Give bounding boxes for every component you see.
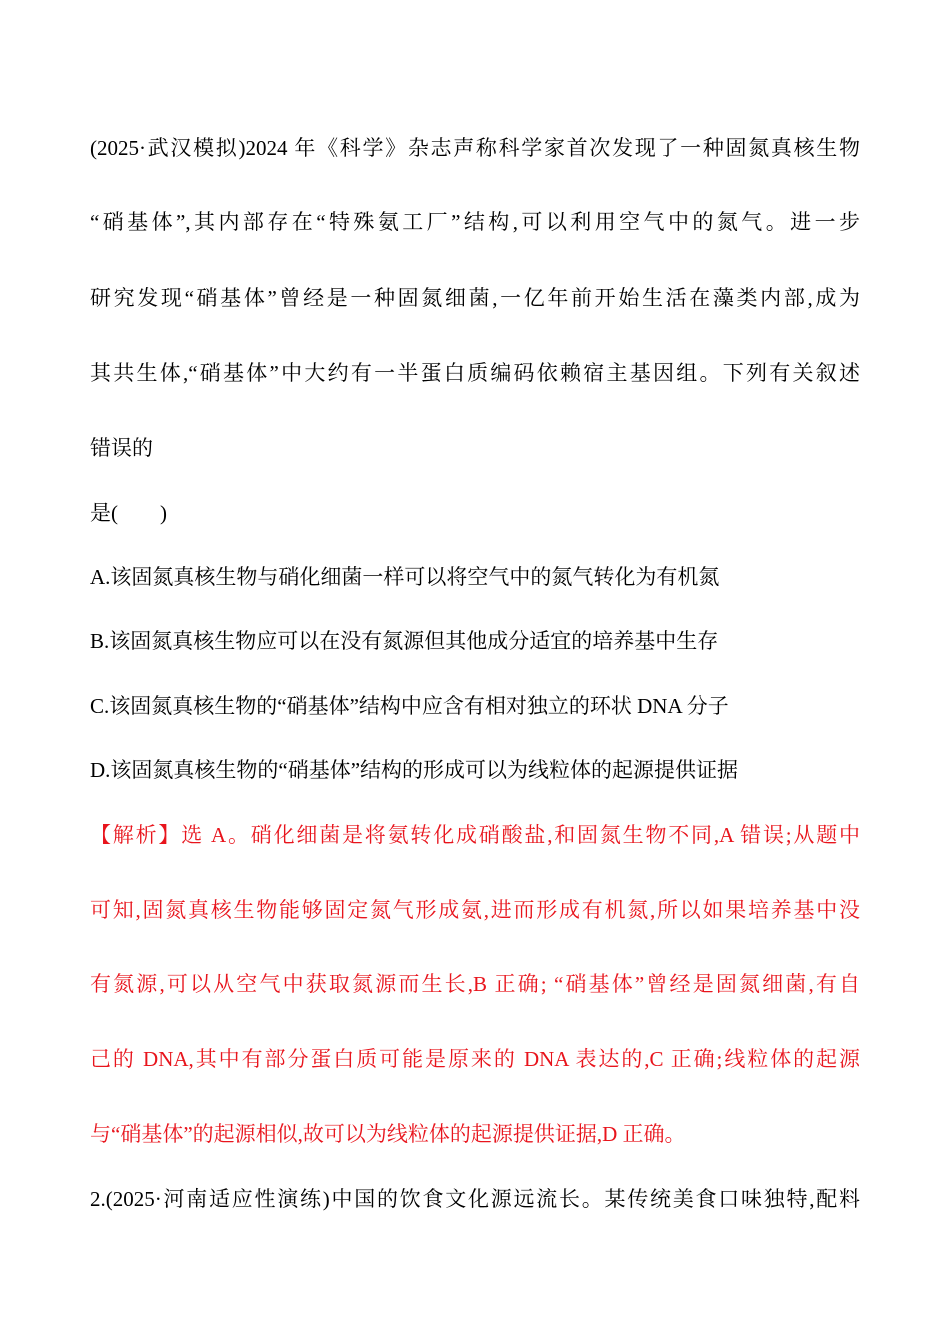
question-stem-line-2: “硝基体”,其内部存在“特殊氨工厂”结构,可以利用空气中的氮气。进一步 <box>90 210 860 234</box>
analysis-line-1: 【解析】选 A。硝化细菌是将氨转化成硝酸盐,和固氮生物不同,A 错误;从题中 <box>90 823 860 847</box>
option-d: D.该固氮真核生物的“硝基体”结构的形成可以为线粒体的起源提供证据 <box>90 758 739 782</box>
analysis-line-4: 己的 DNA,其中有部分蛋白质可能是原来的 DNA 表达的,C 正确;线粒体的起源 <box>90 1047 860 1071</box>
analysis-line-3: 有氮源,可以从空气中获取氮源而生长,B 正确; “硝基体”曾经是固氮细菌,有自 <box>90 972 860 996</box>
analysis-line-2: 可知,固氮真核生物能够固定氮气形成氨,进而形成有机氮,所以如果培养基中没 <box>90 898 860 922</box>
question-stem-line-4: 其共生体,“硝基体”中大约有一半蛋白质编码依赖宿主基因组。下列有关叙述 <box>90 361 860 385</box>
option-b: B.该固氮真核生物应可以在没有氮源但其他成分适宜的培养基中生存 <box>90 629 719 653</box>
option-a: A.该固氮真核生物与硝化细菌一样可以将空气中的氮气转化为有机氮 <box>90 565 720 589</box>
question-stem-line-1: (2025·武汉模拟)2024 年《科学》杂志声称科学家首次发现了一种固氮真核生物 <box>90 136 860 160</box>
question-stem-line-3: 研究发现“硝基体”曾经是一种固氮细菌,一亿年前开始生活在藻类内部,成为 <box>90 286 860 310</box>
question-stem-line-6: 是( ) <box>90 501 167 525</box>
option-c: C.该固氮真核生物的“硝基体”结构中应含有相对独立的环状 DNA 分子 <box>90 694 729 718</box>
question-stem-line-5: 错误的 <box>90 436 153 460</box>
analysis-line-5: 与“硝基体”的起源相似,故可以为线粒体的起源提供证据,D 正确。 <box>90 1122 686 1146</box>
question-2-stem-line-1: 2.(2025·河南适应性演练)中国的饮食文化源远流长。某传统美食口味独特,配料 <box>90 1187 860 1211</box>
